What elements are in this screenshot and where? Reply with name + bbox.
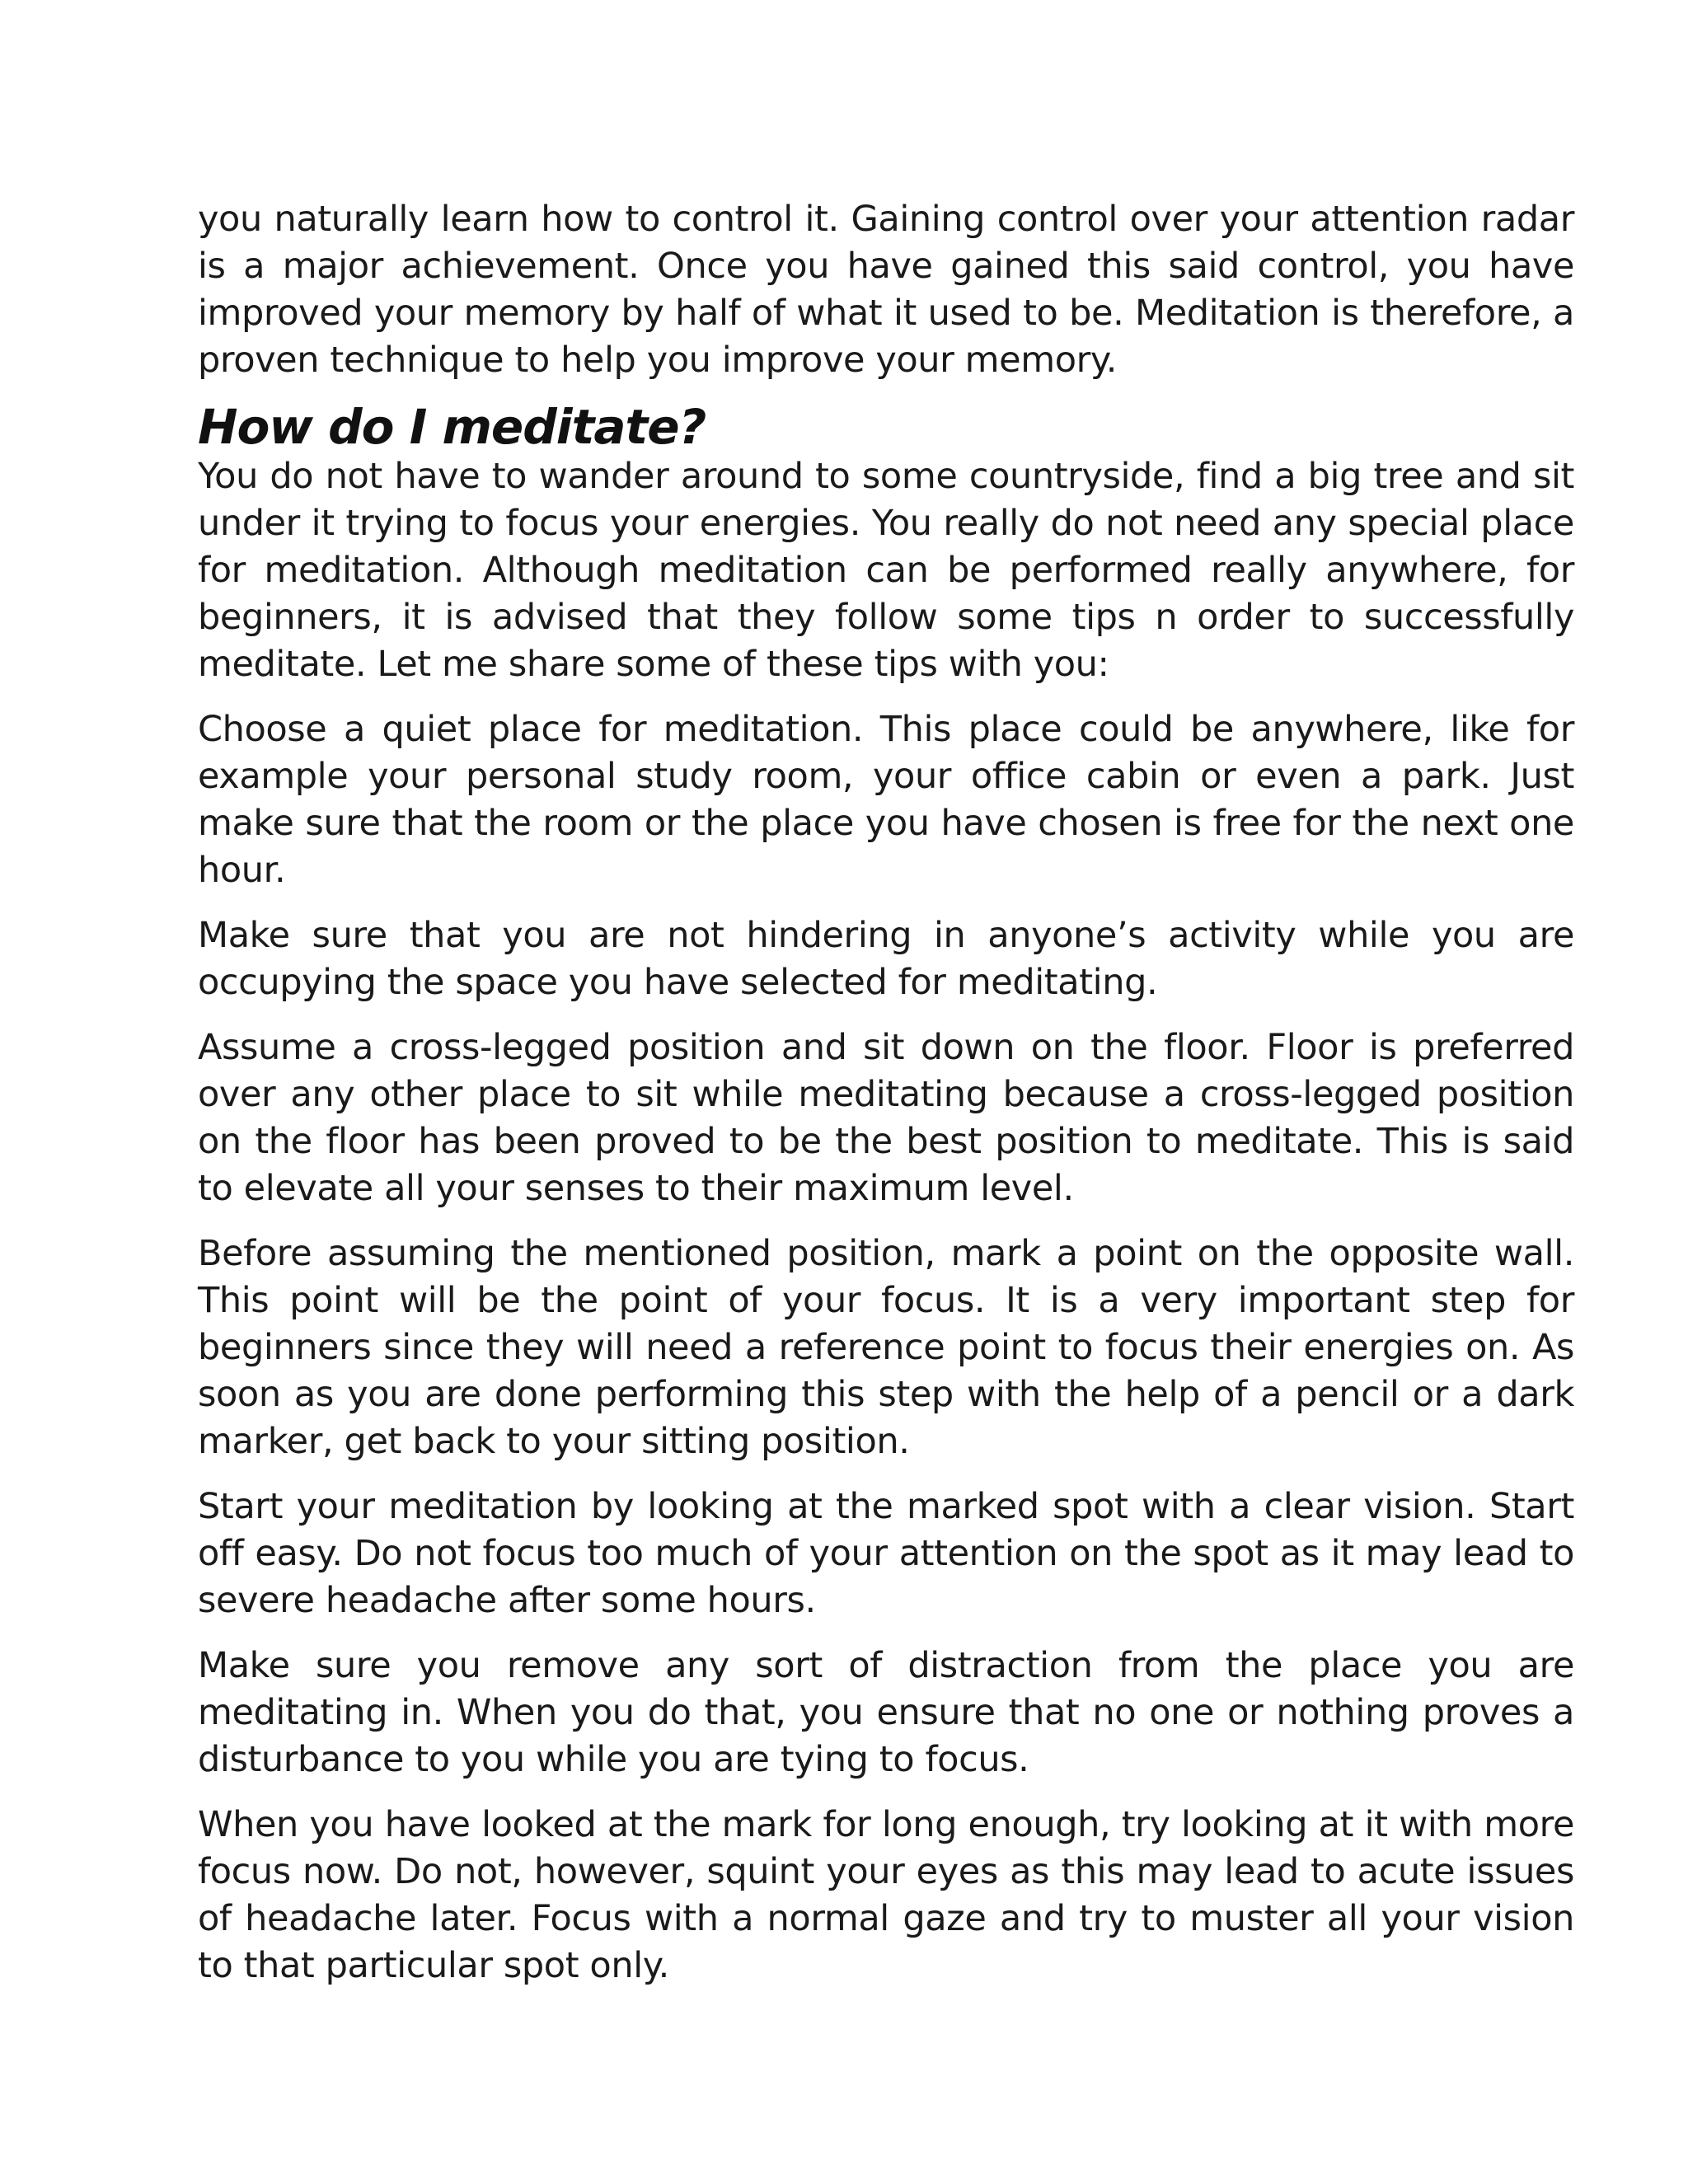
page-content bbox=[198, 196, 1574, 2008]
intro-paragraph: you naturally learn how to control it. Gaining control over your attention radar is a major achievement. Once you have gained this said control, you have improved your memory by half of what it used to be. Meditation is therefore, a proven technique to help you improve your memory. bbox=[198, 199, 1574, 381]
paragraph-tip-not-hindering: Make sure that you are not hindering in anyone’s activity while you are occupying the space you have selected for meditating. bbox=[198, 915, 1574, 1003]
section-heading: How do I meditate? bbox=[198, 399, 706, 455]
paragraph-tip-remove-distraction: Make sure you remove any sort of distraction from the place you are meditating in. When you do that, you ensure that no one or nothing proves a disturbance to you while you are tying to focus. bbox=[198, 1645, 1574, 1780]
paragraph-intro-meditation: You do not have to wander around to some countryside, find a big tree and sit under it trying to focus your energies. You really do not need any special place for meditation. Although meditation can be performed really anywhere, for beginners, it is advised that they follow some tips n order to successfully meditate. Let me share some of these tips with you: bbox=[198, 456, 1574, 685]
paragraph-tip-start-easy: Start your meditation by looking at the marked spot with a clear vision. Start off easy. Do not focus too much of your attention on the spot as it may lead to severe headache after some hours. bbox=[198, 1486, 1574, 1621]
paragraph-tip-focus-gaze: When you have looked at the mark for long enough, try looking at it with more focus now. Do not, however, squint your eyes as this may lead to acute issues of headache later. Focus with a normal gaze and try to muster all your vision to that particular spot only. bbox=[198, 1804, 1574, 1986]
paragraph-tip-cross-legged: Assume a cross-legged position and sit down on the floor. Floor is preferred over any other place to sit while meditating because a cross-legged position on the floor has been proved to be the best position to meditate. This is said to elevate all your senses to their maximum level. bbox=[198, 1027, 1574, 1209]
paragraph-tip-quiet-place: Choose a quiet place for meditation. This place could be anywhere, like for example your personal study room, your office cabin or even a park. Just make sure that the room or the place you have chosen is free for the next one hour. bbox=[198, 709, 1574, 891]
paragraph-tip-mark-point: Before assuming the mentioned position, mark a point on the opposite wall. This point will be the point of your focus. It is a very important step for beginners since they will need a reference point to focus their energies on. As soon as you are done performing this step with the help of a pencil or a dark marker, get back to your sitting position. bbox=[198, 1233, 1574, 1462]
